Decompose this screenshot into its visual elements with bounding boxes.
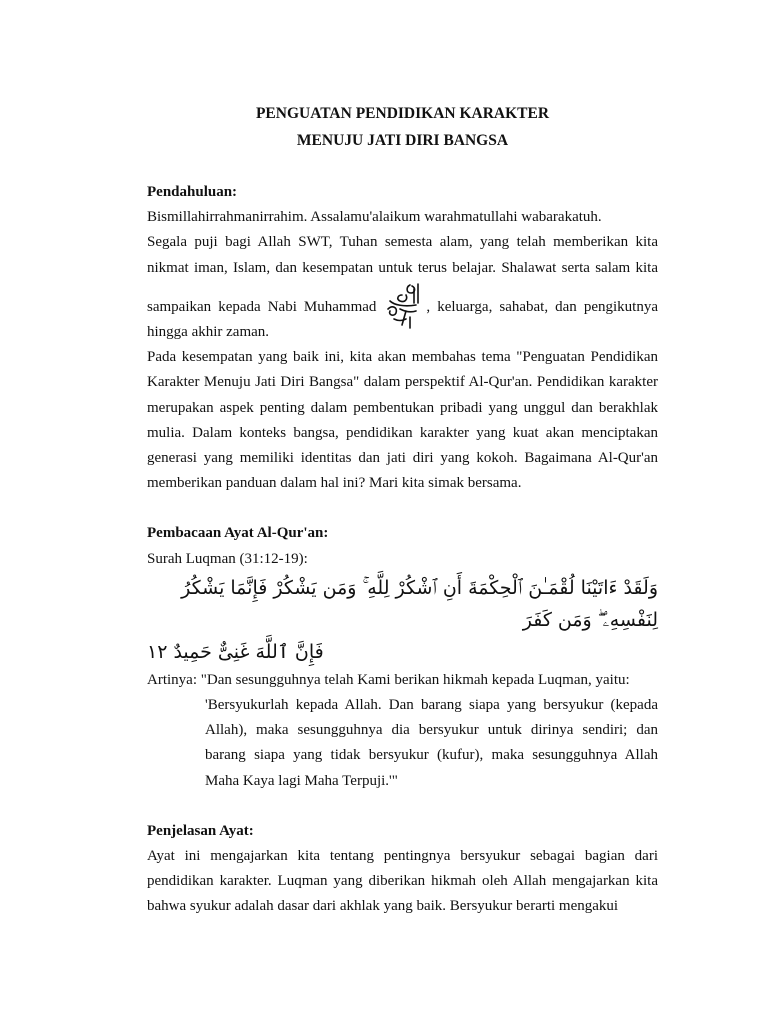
reading-heading: Pembacaan Ayat Al-Qur'an: [147, 525, 329, 542]
intro-p1-text-after: , keluarga, sahabat, dan pengikutnya hingga akhir zaman. [147, 298, 658, 341]
translation-label: Artinya: [147, 671, 201, 688]
intro-greeting: Bismillahirrahmanirrahim. Assalamu'alaikum warahmatullahi wabarakatuh. [147, 209, 602, 226]
arabic-verse-line-2: فَإِنَّ ٱللَّهَ غَنِىٌّ حَمِيدٌ ١٢ [147, 640, 324, 663]
saw-calligraphy-icon [380, 281, 424, 331]
document-title-line-1: PENGUATAN PENDIDIKAN KARAKTER [255, 105, 550, 122]
translation-first: "Dan sesungguhnya telah Kami berikan hikmah kepada Luqman, yaitu: [200, 671, 630, 688]
surah-reference: Surah Luqman (31:12-19): [147, 550, 308, 567]
translation-continuation: 'Bersyukurlah kepada Allah. Dan barang siapa yang bersyukur (kepada Allah), maka sesungguhnya dia bersyukur untuk dirinya sendiri; dan barang siapa yang tidak bersyukur (kufur), maka sesungguhnya Allah Maha Kaya lagi Maha Terpuji.'" [205, 697, 658, 789]
intro-paragraph-1 [147, 230, 658, 345]
document-title-line-2: MENUJU JATI DIRI BANGSA [296, 132, 509, 149]
intro-paragraph-2: Pada kesempatan yang baik ini, kita akan membahas tema "Penguatan Pendidikan Karakter Menuju Jati Diri Bangsa" dalam perspektif Al-Qur'an. Pendidikan karakter merupakan aspek penting dalam pembentukan pribadi yang unggul dan berakhlak mulia. Dalam konteks bangsa, pendidikan karakter yang kuat akan menciptakan generasi yang memiliki identitas dan jati diri yang kokoh. Bagaimana Al-Qur'an memberikan panduan dalam hal ini? Mari kita simak bersama. [147, 349, 658, 492]
translation-first-line [147, 668, 658, 693]
document-content [147, 100, 658, 920]
explanation-paragraph-1: Ayat ini mengajarkan kita tentang pentingnya bersyukur sebagai bagian dari pendidikan karakter. Luqman yang diberikan hikmah oleh Allah mengajarkan kita bahwa syukur adalah dasar dari akhlak yang baik. Bersyukur berarti mengakui [147, 848, 658, 915]
explanation-heading: Penjelasan Ayat: [147, 822, 254, 839]
arabic-verse-line-1: وَلَقَدْ ءَاتَيْنَا لُقْمَـٰنَ ٱلْحِكْمَةَ أَنِ ٱشْكُرْ لِلَّهِ ۚ وَمَن يَشْكُرْ فَإِنَّمَا يَشْكُرُ لِنَفْسِهِۦ ۖ وَمَن كَفَرَ [181, 576, 658, 631]
title-spacer [147, 154, 658, 180]
section-spacer [147, 794, 658, 819]
intro-heading: Pendahuluan: [147, 184, 238, 200]
section-spacer [147, 496, 658, 521]
intro-p1-text-before: Segala puji bagi Allah SWT, Tuhan semesta alam, yang telah memberikan kita nikmat iman, Islam, dan kesempatan untuk terus belajar. Shalawat serta salam kita sampaikan kepada Nabi Muhammad [147, 234, 658, 315]
